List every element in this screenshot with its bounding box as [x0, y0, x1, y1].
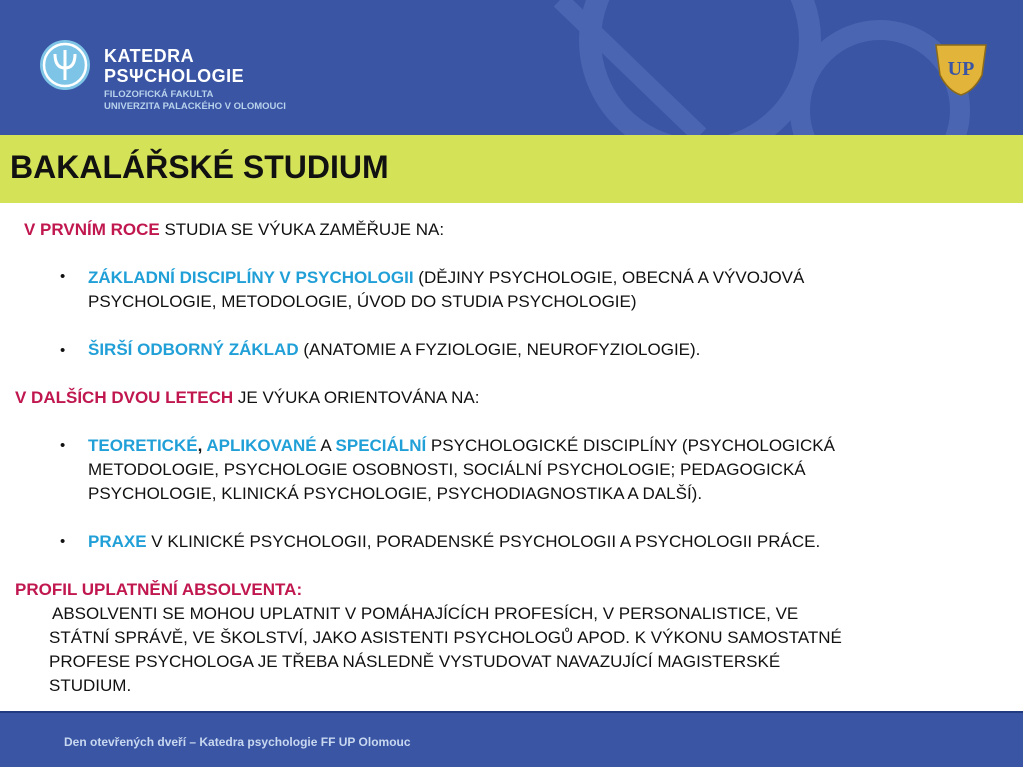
- list-item: [88, 266, 804, 290]
- logo-title: [104, 46, 244, 86]
- header-banner: [0, 0, 1023, 135]
- disciplines-line-2: METODOLOGIE, PSYCHOLOGIE OSOBNOSTI, SOCIÁLNÍ PSYCHOLOGIE; PEDAGOGICKÁ: [88, 460, 806, 479]
- disciplines-rest: PSYCHOLOGICKÉ DISCIPLÍNY (PSYCHOLOGICKÁ: [426, 436, 835, 455]
- footer-text: Den otevřených dveří – Katedra psychologie FF UP Olomouc: [64, 735, 411, 749]
- first-year-intro: [24, 218, 444, 242]
- page-title: BAKALÁŘSKÉ STUDIUM: [10, 149, 389, 185]
- theoretical-highlight: TEORETICKÉ: [88, 436, 198, 455]
- psi-icon: [40, 40, 90, 90]
- practice-rest: V KLINICKÉ PSYCHOLOGII, PORADENSKÉ PSYCHOLOGII A PSYCHOLOGII PRÁCE.: [146, 532, 821, 551]
- list-item: [88, 338, 700, 362]
- up-crest-icon: [932, 39, 990, 97]
- footer-bar: [0, 711, 1023, 767]
- first-year-rest: STUDIA SE VÝUKA ZAMĚŘUJE NA:: [159, 220, 445, 239]
- next-years-rest: JE VÝUKA ORIENTOVÁNA NA:: [233, 388, 480, 407]
- separator-and: A: [316, 436, 336, 455]
- crest-text: UP: [947, 58, 975, 80]
- first-year-highlight: V PRVNÍM ROCE: [24, 220, 160, 239]
- profile-line-2: STÁTNÍ SPRÁVĚ, VE ŠKOLSTVÍ, JAKO ASISTENTI PSYCHOLOGŮ APOD. K VÝKONU SAMOSTATNÉ: [49, 628, 842, 647]
- title-bar: [0, 135, 1023, 203]
- bullet-marker: •: [60, 268, 66, 285]
- applied-highlight: APLIKOVANÉ: [206, 436, 317, 455]
- logo-sub-line-1: FILOZOFICKÁ FAKULTA: [104, 89, 214, 100]
- bullet-marker: •: [60, 342, 66, 359]
- logo-line-1: KATEDRA: [104, 46, 195, 66]
- bullet-marker: •: [60, 437, 66, 454]
- profile-line-1: ABSOLVENTI SE MOHOU UPLATNIT V POMÁHAJÍCÍCH PROFESÍCH, V PERSONALISTICE, VE: [52, 604, 799, 623]
- practice-highlight: PRAXE: [88, 532, 147, 551]
- broader-base-highlight: ŠIRŠÍ ODBORNÝ ZÁKLAD: [88, 340, 299, 359]
- logo-line-2: PSΨCHOLOGIE: [104, 66, 245, 86]
- basic-disciplines-line-2: PSYCHOLOGIE, METODOLOGIE, ÚVOD DO STUDIA PSYCHOLOGIE): [88, 292, 637, 311]
- basic-disciplines-rest: (DĚJINY PSYCHOLOGIE, OBECNÁ A VÝVOJOVÁ: [413, 268, 805, 287]
- profile-line-4: STUDIUM.: [49, 676, 132, 695]
- disciplines-line-3: PSYCHOLOGIE, KLINICKÁ PSYCHOLOGIE, PSYCHODIAGNOSTIKA A DALŠÍ).: [88, 484, 703, 503]
- broader-base-rest: (ANATOMIE A FYZIOLOGIE, NEUROFYZIOLOGIE).: [298, 340, 701, 359]
- basic-disciplines-highlight: ZÁKLADNÍ DISCIPLÍNY V PSYCHOLOGII: [88, 268, 414, 287]
- logo-sub-line-2: UNIVERZITA PALACKÉHO V OLOMOUCI: [104, 101, 286, 112]
- list-item: [88, 530, 820, 554]
- list-item: [88, 434, 835, 458]
- separator-comma: ,: [197, 436, 207, 455]
- logo-subtitle: [104, 89, 286, 113]
- bullet-marker: •: [60, 533, 66, 550]
- profile-heading: PROFIL UPLATNĚNÍ ABSOLVENTA:: [15, 580, 303, 599]
- next-years-highlight: V DALŠÍCH DVOU LETECH: [15, 388, 234, 407]
- special-highlight: SPECIÁLNÍ: [335, 436, 427, 455]
- profile-line-3: PROFESE PSYCHOLOGA JE TŘEBA NÁSLEDNĚ VYSTUDOVAT NAVAZUJÍCÍ MAGISTERSKÉ: [49, 652, 781, 671]
- next-years-intro: [15, 386, 479, 410]
